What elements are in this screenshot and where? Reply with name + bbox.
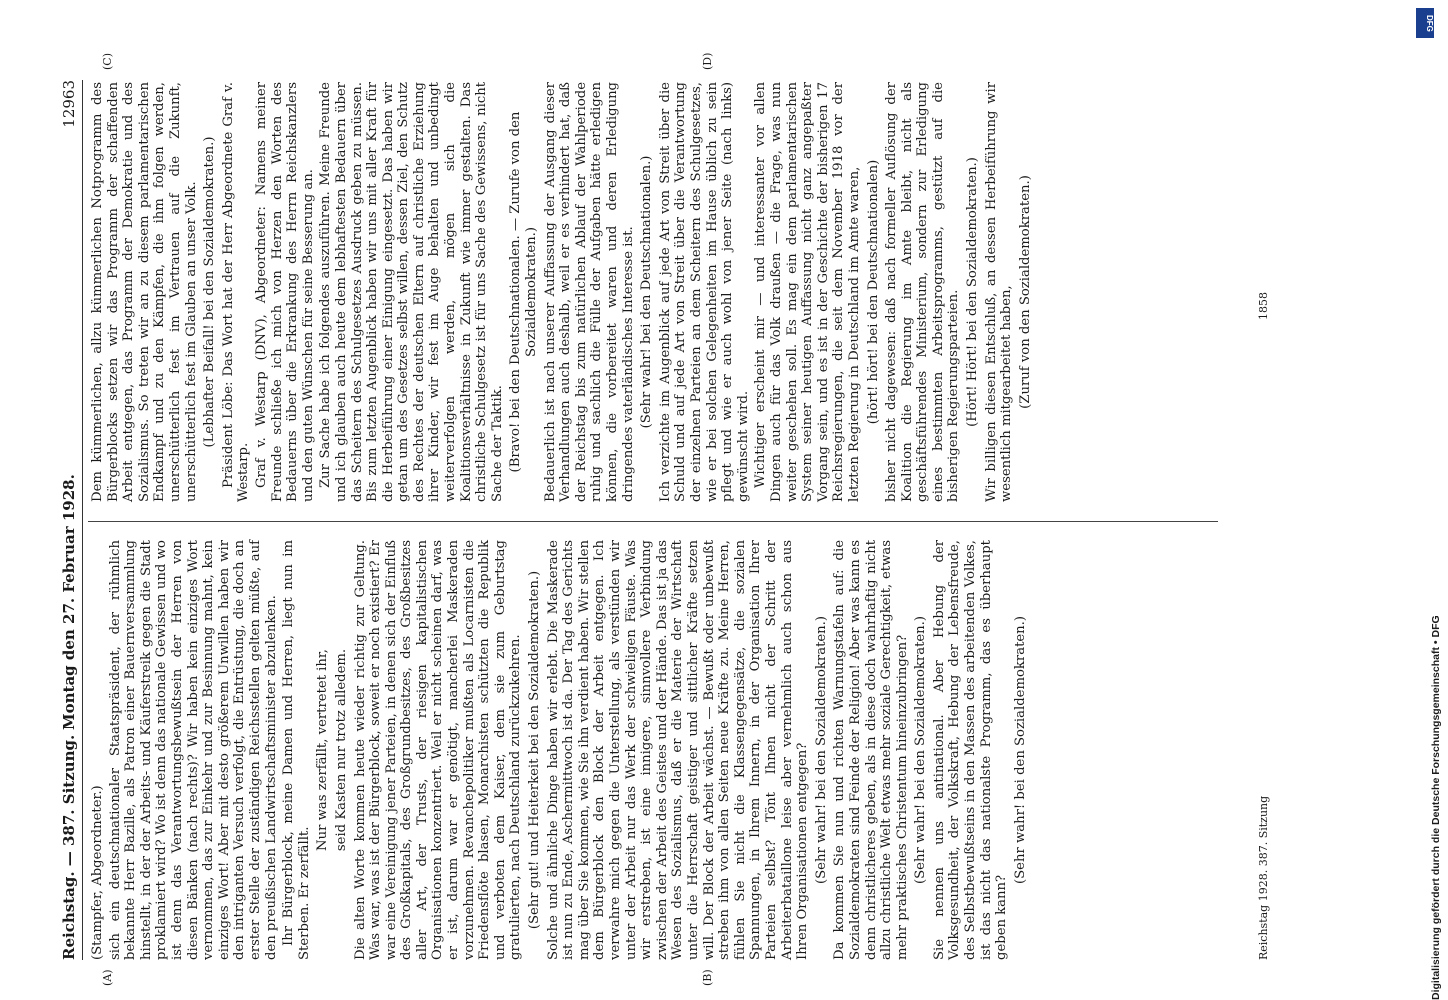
funding-note xyxy=(1410,10,1442,1000)
header-page-number: 12963 xyxy=(60,80,78,128)
paragraph: Solche und ähnliche Dinge haben wir erlebt. Die Maskerade ist nun zu Ende, Aschermittwoch ist da. Der Tag des Gerichts mag über Sie kommen, wie Sie ihn verdient haben. Wir stellen dem Bürgerblock den Block der Arbeit entgegen. Ich verwahre mich gegen die Unterstellung, als verstünden wir unter der Arbeit nur das Werk der schwieligen Fäuste. Was wir erstreben, ist eine innigere, sinnvollere Verbindung zwischen der Arbeit des Geistes und der Hände. Das ist ja das Wesen des Sozialismus, daß er die Materie der Wirtschaft unter die Herrschaft geistiger und sittlicher Kräfte setzen will. Der Block der Arbeit wächst. — Bewußt oder unbewußt streben ihm von allen Seiten neue Kräfte zu. Meine Herren, fühlen Sie nicht die Klassengegensätze, die sozialen Spannungen, in Ihrem Innern, in der Organisation Ihrer Parteien selbst? Tönt Ihnen nicht der Schritt der Arbeiterbataillone leise aber vernehmlich auch schon aus Ihren Organisationen entgegen? xyxy=(545,540,811,960)
paragraph: Dem kümmerlichen, allzu kümmerlichen Notprogramm des Bürgerblocks setzen wir das Programm der schaffenden Arbeit entgegen, das Programm der Demokratie und des Sozialismus. So treten wir an zu diesem parlamentarischen Endkampf und zu den Kämpfen, die ihm folgen werden, unerschütterlich fest im Vertrauen auf die Zukunft, unerschütterlich fest im Glauben an unser Volk. xyxy=(90,82,199,502)
paragraph: Zur Sache habe ich folgendes auszuführen. Meine Freunde und ich glauben auch heute dem lebhaftesten Bedauern über das Scheitern des Schulgesetzes Ausdruck geben zu müssen. Bis zum letzten Augenblick haben wir uns mit aller Kraft für die Herbeiführung einer Einigung eingesetzt. Das haben wir getan um des Gesetzes selbst willen, dessen Ziel, den Schutz des Rechtes der deutschen Eltern auf christliche Erziehung ihrer Kinder, wir fest im Auge behalten und unbedingt weiterverfolgen werden, mögen sich die Koalitionsverhältnisse in Zukunft wie immer gestalten. Das christliche Schulgesetz ist für uns Sache des Gewissens, nicht Sache der Taktik. xyxy=(318,82,505,502)
paragraph: Graf v. Westarp (DNV), Abgeordneter: Namens meiner Freunde schließe ich mich von Herzen den Worten des Bedauerns über die Erkrankung des Herrn Reichskanzlers und den guten Wünschen für seine Besserung an. xyxy=(253,82,316,502)
column-divider xyxy=(88,521,1218,522)
interjection: (hört! hört! bei den Deutschnationalen) xyxy=(865,159,881,425)
dfg-logo: DFG xyxy=(1416,8,1434,38)
page-header xyxy=(60,80,83,960)
header-session: Reichstag. — 387. Sitzung. xyxy=(60,734,78,960)
funding-note-text: Digitalisierung gefördert durch die Deutsche Forschungsgemeinschaft • DFG xyxy=(1430,615,1442,1000)
interjection: (Lebhafter Beifall! bei den Sozialdemokraten.) xyxy=(202,136,218,448)
margin-marker-a: (A) xyxy=(101,969,114,986)
president-statement: Präsident Löbe: Das Wort hat der Herr Abgeordnete Graf v. Westarp. xyxy=(220,82,252,502)
verse-line: Nur was zerfällt, vertretet ihr, xyxy=(315,649,331,851)
interjection: (Hört! Hört! bei den Sozialdemokraten.) xyxy=(965,157,981,427)
header-date: Montag den 27. Februar 1928. xyxy=(60,474,78,730)
interjection: (Sehr wahr! bei den Deutschnationalen.) xyxy=(639,155,655,429)
rotated-page xyxy=(60,52,1300,986)
footer-sheet-number: 1858 xyxy=(1257,292,1270,320)
margin-marker-b: (B) xyxy=(701,969,714,986)
paragraph: Ihr Bürgerblock, meine Damen und Herren, liegt nun im Sterben. Er zerfällt. xyxy=(281,540,312,960)
left-column xyxy=(90,540,1240,960)
paragraph: bisher nicht dagewesen: daß nach formeller Auflösung der Koalition die Regierung im Amte bleibt, nicht als geschäftsführendes Ministerium, sondern zur Erledigung eines bestimmten Arbeitsprogramms, gestützt auf die bisherigen Regierungsparteien. xyxy=(884,82,962,502)
footer-signature: Reichstag 1928. 387. Sitzung xyxy=(1257,795,1270,960)
paragraph: Da kommen Sie nun und richten Warnungstafeln auf: die Sozialdemokraten sind Feinde der Religion! Aber was kann es denn christlicheres geben, als in diese doch wahrhaftig nicht allzu christliche Welt etwas mehr soziale Gerechtigkeit, etwas mehr praktisches Christentum hineinzubringen? xyxy=(832,540,910,960)
interjection: (Bravo! bei den Deutschnationalen. — Zurufe von den Sozialdemokraten.) xyxy=(508,111,540,473)
margin-marker-c: (C) xyxy=(101,53,114,70)
interjection: (Sehr wahr! bei den Sozialdemokraten.) xyxy=(913,616,929,884)
interjection: (Sehr wahr! bei den Sozialdemokraten.) xyxy=(813,616,829,884)
interjection: (Zuruf von den Sozialdemokraten.) xyxy=(1017,175,1033,409)
paragraph: Sie nennen uns antinational. Aber Hebung der Volksgesundheit, der Volkskraft, Hebung der Lebensfreude, des Selbstbewußtseins in den Massen des arbeitenden Volkes, ist das nicht das nationalste Programm, das es überhaupt geben kann? xyxy=(931,540,1010,960)
paragraph: Wichtiger erscheint mir — und interessanter vor allen Dingen auch für das Volk draußen — die Frage, was nun weiter geschehen soll. Es mag ein dem parlamentarischen System seiner heutigen Auffassung nicht ganz angepaßter Vorgang sein, und es ist in der Geschichte der bisherigen 17 Reichsregierungen, die seit dem November 1918 vor der letzten Regierung in Deutschland im Amte waren, xyxy=(753,82,862,502)
right-column xyxy=(90,82,1240,502)
verse-line: seid Kasten nur trotz alledem. xyxy=(333,648,349,852)
speaker-tag: (Stampfer, Abgeordneter.) xyxy=(90,785,105,960)
interjection: (Sehr gut! und Heiterkeit bei den Sozialdemokraten.) xyxy=(527,570,543,930)
paragraph: sich ein deutschnationaler Staatspräsident, der rühmlich bekannte Herr Bazille, als Patron einer Bauernversammlung hinstellt, in der der Arbeits- und Käuferstreik gegen die Stadt proklamiert wird? Wo ist denn das nationale Gewissen und wo ist denn das Verantwortungsbewußtsein der Herren von diesen Bänken (nach rechts)? Wir haben kein einziges Wort vernommen, das zur Einkehr und zur Besinnung mahnt, kein einziges Wort! Aber mit desto größerem Unwillen haben wir den intriganten Versuch verfolgt, die Entrüstung, die doch an erster Stelle der zuständigen Reichsstellen gelten müßte, auf den preußischen Landwirtschaftsminister abzulenken. xyxy=(107,540,279,960)
paragraph: Die alten Worte kommen heute wieder richtig zur Geltung. Was war, was ist der Bürgerblock, soweit er noch existiert? Er war eine Vereinigung jener Parteien, in denen sich der Einfluß des Großkapitals, des Großgrundbesitzes, des Großbesitzes aller Art, der Trusts, der riesigen kapitalistischen Organisationen konzentriert. Weil er nicht scheinen darf, was er ist, darum war er genötigt, mancherlei Maskeraden vorzunehmen. Revanchepolitiker mußten als Locarnisten die Friedensflöte blasen, Monarchisten schützten die Republik und verboten dem Kaiser, dem sie zum Geburtstag gratulierten, nach Deutschland zurückzukehren. xyxy=(352,540,524,960)
paragraph: Bedauerlich ist nach unserer Auffassung der Ausgang dieser Verhandlungen auch deshalb, weil er es verhindert hat, daß der Reichstag bis zum natürlichen Ablauf der Wahlperiode ruhig und sachlich die Fülle der Aufgaben hätte erledigen können, die vorbereitet waren und deren Erledigung dringendes vaterländisches Interesse ist. xyxy=(542,82,636,502)
margin-marker-d: (D) xyxy=(701,52,714,70)
paragraph: Wir billigen diesen Entschluß, an dessen Herbeiführung wir wesentlich mitgearbeitet haben, xyxy=(983,82,1015,502)
paragraph: Ich verzichte im Augenblick auf jede Art von Streit über die Schuld und auf jede Art von Streit über die Verantwortung der einzelnen Parteien an dem Scheitern des Schulgesetzes, wie er bei solchen Gelegenheiten im Hause üblich zu sein pflegt und wie er auch wohl von jener Seite (nach links) gewünscht wird. xyxy=(657,82,751,502)
interjection: (Sehr wahr! bei den Sozialdemokraten.) xyxy=(1012,616,1028,884)
